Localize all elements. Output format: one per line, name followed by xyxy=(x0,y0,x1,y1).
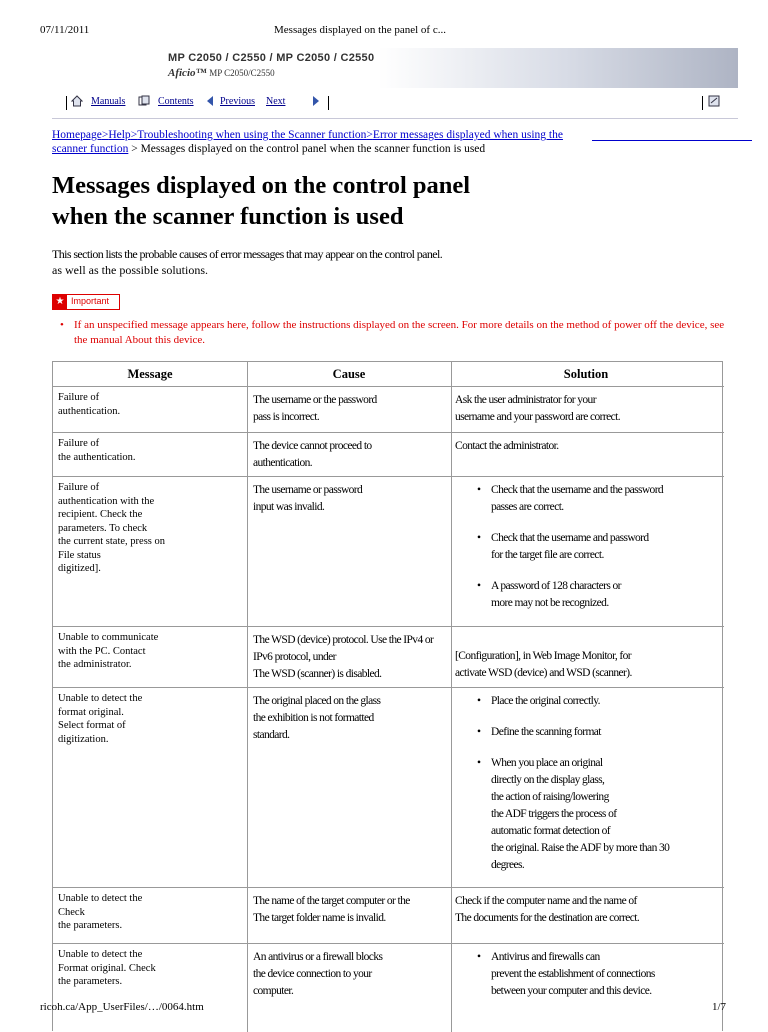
cell-message xyxy=(58,481,244,576)
cell-line: format original. xyxy=(58,706,124,718)
breadcrumb-separator: > xyxy=(366,129,373,141)
cell-line: authentication. xyxy=(58,405,121,417)
cell-cause xyxy=(253,438,453,472)
cell-line: The device cannot proceed to xyxy=(253,440,372,452)
cell-line: Check that the username and password xyxy=(491,532,649,544)
cell-line: An antivirus or a firewall blocks xyxy=(253,951,383,963)
cell-line: the administrator. xyxy=(58,659,132,670)
nav-divider xyxy=(702,96,703,110)
breadcrumb-scanner-link[interactable]: scanner function xyxy=(52,143,129,155)
breadcrumb-home-link[interactable]: Homepage xyxy=(52,129,102,141)
nav-bar xyxy=(52,92,738,119)
solution-item xyxy=(473,724,725,741)
table-row xyxy=(53,626,724,687)
solution-item xyxy=(473,578,725,612)
cell-line: Define the scanning format xyxy=(491,726,601,738)
breadcrumb xyxy=(52,128,712,156)
cell-line: input was invalid. xyxy=(253,501,325,513)
breadcrumb-current: > Messages displayed on the control panel when the scanner function is used xyxy=(128,143,486,155)
table-row xyxy=(53,943,727,1032)
cell-message xyxy=(58,948,244,989)
cell-cause xyxy=(253,392,453,426)
cell-line: Format original. Check xyxy=(58,962,156,974)
table-row xyxy=(53,687,724,887)
cell-message xyxy=(58,892,244,933)
cell-solution-list xyxy=(473,482,725,626)
cell-solution xyxy=(455,893,721,927)
cell-line: Select format of xyxy=(58,720,126,731)
cell-line: the parameters. xyxy=(58,920,123,931)
cell-line: A password of 128 characters or xyxy=(491,580,621,592)
cell-line: The target folder name is invalid. xyxy=(253,912,386,924)
page-title-line1: Messages displayed on the control panel xyxy=(52,172,471,199)
cell-line: Ask the user administrator for your xyxy=(455,394,596,406)
cell-cause xyxy=(253,482,453,516)
nav-divider xyxy=(66,96,67,110)
cell-cause xyxy=(253,693,453,744)
print-date: 07/11/2011 xyxy=(40,24,90,36)
nav-contents-link[interactable]: Contents xyxy=(158,96,194,107)
previous-arrow-icon[interactable] xyxy=(204,95,216,107)
product-banner xyxy=(118,48,738,88)
solution-item xyxy=(473,755,725,874)
intro-paragraph xyxy=(52,246,712,278)
cell-line: Place the original correctly. xyxy=(491,695,600,707)
nav-next-link[interactable]: Next xyxy=(266,96,286,107)
messages-table xyxy=(52,361,723,1031)
print-url: ricoh.ca/App_UserFiles/…/0064.htm xyxy=(40,1001,204,1013)
table-header-cause: Cause xyxy=(332,367,366,381)
breadcrumb-separator: > xyxy=(130,129,138,141)
cell-line: The username or password xyxy=(253,484,363,496)
cell-line: the device connection to your xyxy=(253,968,372,980)
star-icon: ★ xyxy=(53,295,67,309)
cell-solution xyxy=(455,392,721,426)
solution-item xyxy=(473,693,725,710)
cell-cause xyxy=(253,949,453,1000)
cell-line: with the PC. Contact xyxy=(58,645,146,657)
cell-line: the ADF triggers the process of xyxy=(491,808,617,820)
cell-line: the authentication. xyxy=(58,451,136,463)
table-row xyxy=(53,476,724,626)
cell-line: the original. Raise the ADF by more than 30 xyxy=(491,842,670,854)
breadcrumb-help-link[interactable]: Help xyxy=(108,129,131,141)
cell-line: username and your password are correct. xyxy=(455,411,620,423)
cell-message xyxy=(58,692,244,746)
cell-message xyxy=(58,391,244,418)
nav-manuals-link[interactable]: Manuals xyxy=(91,96,126,107)
cell-line: pass is incorrect. xyxy=(253,411,320,423)
cell-message xyxy=(58,437,244,464)
cell-line: standard. xyxy=(253,729,290,741)
cell-line: the parameters. xyxy=(58,976,123,987)
cell-line: parameters. To check xyxy=(58,522,148,534)
cell-line: Unable to detect the xyxy=(58,693,143,704)
cell-line: activate WSD (device) and WSD (scanner). xyxy=(455,667,632,679)
cell-line: The original placed on the glass xyxy=(253,695,381,707)
cell-cause xyxy=(253,632,453,683)
important-text: Important xyxy=(71,296,110,306)
cell-line: passes are correct. xyxy=(491,501,564,513)
cell-line: the action of raising/lowering xyxy=(491,791,609,803)
home-icon[interactable] xyxy=(71,95,83,107)
cell-line: between your computer and this device. xyxy=(491,985,652,997)
print-icon[interactable] xyxy=(708,95,720,107)
next-arrow-icon[interactable] xyxy=(310,95,322,107)
breadcrumb-underline xyxy=(592,140,752,141)
table-row xyxy=(53,386,724,432)
cell-line: Antivirus and firewalls can xyxy=(491,951,600,963)
intro-line1: This section lists the probable causes of error messages that may appear on the control panel. xyxy=(52,247,443,261)
table-header-message: Message xyxy=(127,367,173,381)
cell-line: The WSD (scanner) is disabled. xyxy=(253,668,382,680)
cell-line: The username or the password xyxy=(253,394,377,406)
cell-line: The name of the target computer or the xyxy=(253,895,410,907)
important-label xyxy=(52,294,120,310)
intro-line2: as well as the possible solutions. xyxy=(52,263,208,277)
print-page-number: 1/7 xyxy=(712,1001,727,1013)
banner-model-line: MP C2050 / C2550 / MP C2050 / C2550 xyxy=(168,52,375,64)
cell-line: authentication. xyxy=(253,457,313,469)
cell-line: Check if the computer name and the name of xyxy=(455,895,637,907)
cell-line: Check that the username and the password xyxy=(491,484,664,496)
bullet-icon: • xyxy=(60,319,64,331)
print-page-title: Messages displayed on the panel of c... xyxy=(274,24,446,36)
cell-line: Unable to communicate xyxy=(58,632,159,643)
cell-solution-list xyxy=(473,949,725,1014)
cell-cause xyxy=(253,893,453,927)
solution-item xyxy=(473,482,725,516)
brand-logo: Aficio™ xyxy=(168,67,207,79)
cell-solution xyxy=(455,648,721,682)
banner-brand-line xyxy=(168,67,275,79)
breadcrumb-error-messages-link[interactable]: Error messages displayed when using the xyxy=(372,129,563,141)
cell-line: [Configuration], in Web Image Monitor, for xyxy=(455,650,632,662)
solution-item xyxy=(473,949,725,1000)
cell-line: Failure of xyxy=(58,438,100,449)
cell-line: The WSD (device) protocol. Use the IPv4 or IPv6 protocol, under xyxy=(253,634,434,663)
cell-line: Unable to detect the xyxy=(58,949,143,960)
cell-line: authentication with the xyxy=(58,495,155,507)
nav-divider xyxy=(328,96,329,110)
table-row xyxy=(53,432,724,476)
breadcrumb-troubleshooting-link[interactable]: Troubleshooting when using the Scanner function xyxy=(137,129,367,141)
cell-line: Failure of xyxy=(58,392,100,403)
page-title xyxy=(52,170,712,232)
breadcrumb-separator: > xyxy=(101,129,109,141)
cell-line: more may not be recognized. xyxy=(491,597,609,609)
cell-line: File status xyxy=(58,549,101,561)
cell-line: prevent the establishment of connections xyxy=(491,968,655,980)
nav-previous-link[interactable]: Previous xyxy=(220,96,255,107)
cell-line: automatic format detection of xyxy=(491,825,610,837)
cell-solution-list xyxy=(473,693,725,888)
cell-line: the current state, press on xyxy=(58,536,166,547)
solution-item xyxy=(473,530,725,564)
cell-line: Contact the administrator. xyxy=(455,440,559,452)
cell-solution xyxy=(455,438,721,455)
page-title-line2: when the scanner function is used xyxy=(52,203,404,230)
table-header-solution: Solution xyxy=(563,367,609,381)
cell-line: directly on the display glass, xyxy=(491,774,605,786)
cell-line: computer. xyxy=(253,985,294,997)
banner-model-sub: MP C2050/C2550 xyxy=(209,68,275,78)
table-row xyxy=(53,887,724,943)
cell-line: recipient. Check the xyxy=(58,509,143,520)
cell-line: Failure of xyxy=(58,482,100,493)
cell-line: The documents for the destination are correct. xyxy=(455,912,640,924)
cell-line: the exhibition is not formatted xyxy=(253,712,374,724)
cell-line: degrees. xyxy=(491,859,525,871)
cell-line: When you place an original xyxy=(491,757,603,769)
contents-icon[interactable] xyxy=(138,95,150,107)
important-note-text: If an unspecified message appears here, follow the instructions displayed on the screen. For more details on the method of power off the device, see the manual About this device. xyxy=(74,319,725,346)
cell-line: digitization. xyxy=(58,733,109,745)
important-note xyxy=(60,318,734,348)
cell-line: digitized]. xyxy=(58,563,101,574)
cell-message xyxy=(58,631,244,672)
cell-line: Check xyxy=(58,906,85,918)
cell-line: Unable to detect the xyxy=(58,893,143,904)
cell-line: for the target file are correct. xyxy=(491,549,604,561)
